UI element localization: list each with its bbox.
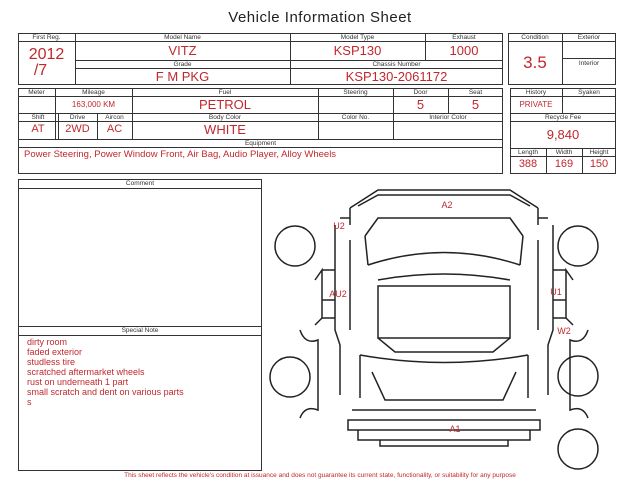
condition-value: 3.5 [523,53,547,72]
special-note-item: s [27,397,32,407]
special-note-item: studless tire [27,357,76,367]
model-name-label: Model Name [164,34,201,41]
chassis-number-label: Chassis Number [372,61,421,68]
shift-label: Shift [31,114,45,121]
exhaust-label: Exhaust [452,34,476,41]
special-note-item: dirty room [27,337,68,347]
exterior-label: Exterior [577,34,601,41]
equipment-label: Equipment [244,140,277,147]
special-note-item: faded exterior [27,347,83,357]
drive-label: Drive [69,114,86,121]
length-label: Length [518,149,538,156]
body-color-value: WHITE [204,122,246,137]
damage-mark-au2: AU2 [329,289,347,299]
aircon-label: Aircon [105,114,124,121]
grade-label: Grade [173,61,192,68]
first-reg-label: First Reg. [32,34,61,41]
fuel-value: PETROL [198,97,251,112]
width-value: 169 [554,158,574,170]
condition-label: Condition [521,34,549,41]
wheel-front-right [558,226,598,266]
wheel-rear-left [270,357,310,397]
model-name-value: VITZ [168,43,197,58]
damage-mark-w2: W2 [557,326,571,336]
door-value: 5 [416,97,425,112]
seat-label: Seat [468,89,483,96]
aircon-value: AC [106,123,123,135]
interior-color-label: Interior Color [429,114,467,121]
fuel-label: Fuel [218,89,232,96]
history-label: History [525,89,547,96]
sheet-title: Vehicle Information Sheet [228,9,412,26]
interior-label: Interior [578,60,600,67]
height-value: 150 [589,158,609,170]
special-note-list [27,337,184,407]
recycle-fee-label: Recycle Fee [544,114,582,121]
wheel-rear-right [558,356,598,396]
grade-value: F M PKG [155,69,210,84]
syaken-label: Syaken [578,89,600,96]
shift-value: AT [31,123,45,135]
damage-mark-a2: A2 [441,200,453,210]
chassis-number-value: KSP130-2061172 [345,69,448,84]
special-note-item: scratched aftermarket wheels [27,367,145,377]
damage-mark-u2: U2 [333,221,345,231]
spare-wheel [558,429,598,469]
special-note-label: Special Note [121,327,159,334]
seat-value: 5 [471,97,480,112]
damage-mark-a1: A1 [449,424,461,434]
equipment-value: Power Steering, Power Window Front, Air Bag, Audio Player, Alloy Wheels [24,149,337,160]
width-label: Width [555,149,573,156]
model-type-value: KSP130 [333,43,382,58]
first-reg-month: /7 [33,62,48,79]
color-no-label: Color No. [341,114,370,121]
mileage-value: 163,000 KM [71,100,116,109]
model-type-label: Model Type [340,34,375,41]
mileage-label: Mileage [82,89,105,96]
wheel-front-left [275,226,315,266]
disclaimer-footer: This sheet reflects the vehicle's condition at issuance and does not guarantee its current state, functionality, or suitability for any purpose [124,472,516,479]
first-reg-year: 2012 [28,46,65,63]
damage-mark-u1: U1 [550,287,562,297]
comment-label: Comment [125,180,155,187]
special-note-item: rust on underneath 1 part [27,377,129,387]
meter-label: Meter [28,89,45,96]
comment-box [18,179,262,471]
drive-value: 2WD [65,123,90,135]
special-note-item: small scratch and dent on various parts [27,387,184,397]
door-label: Door [413,89,428,96]
height-label: Height [589,149,609,156]
history-value: PRIVATE [519,100,553,109]
length-value: 388 [518,158,538,170]
exhaust-value: 1000 [449,43,479,58]
steering-label: Steering [343,89,368,96]
recycle-fee-value: 9,840 [546,127,580,142]
body-color-label: Body Color [208,114,242,121]
